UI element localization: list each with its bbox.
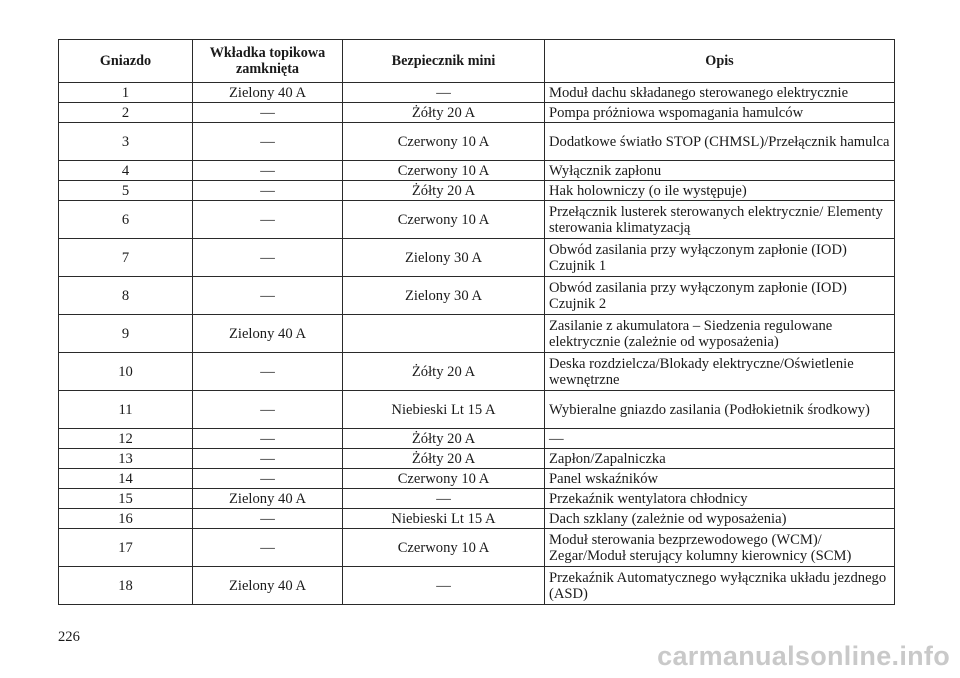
- cell-description: Przekaźnik wentylatora chłodnicy: [545, 489, 895, 509]
- cell-description: Dach szklany (zależnie od wyposażenia): [545, 509, 895, 529]
- header-mini-fuse: Bezpiecznik mini: [343, 40, 545, 83]
- cell-cartridge-fuse: —: [193, 469, 343, 489]
- cell-description: Zapłon/Zapalniczka: [545, 449, 895, 469]
- cell-mini-fuse: Żółty 20 A: [343, 181, 545, 201]
- cell-mini-fuse: Żółty 20 A: [343, 449, 545, 469]
- cell-description: Panel wskaźników: [545, 469, 895, 489]
- cell-socket: 12: [59, 429, 193, 449]
- header-description: Opis: [545, 40, 895, 83]
- cell-cartridge-fuse: —: [193, 529, 343, 567]
- table-row: [59, 509, 895, 529]
- table-row: [59, 83, 895, 103]
- cell-socket: 6: [59, 201, 193, 239]
- cell-description: Przełącznik lusterek sterowanych elektrycznie/ Elementy sterowania klimatyzacją: [545, 201, 895, 239]
- cell-cartridge-fuse: —: [193, 391, 343, 429]
- cell-socket: 17: [59, 529, 193, 567]
- header-cartridge-fuse: Wkładka topikowa zamknięta: [193, 40, 343, 83]
- watermark: carmanualsonline.info: [657, 641, 950, 671]
- table-row: [59, 123, 895, 161]
- cell-cartridge-fuse: —: [193, 181, 343, 201]
- table-row: [59, 489, 895, 509]
- table-row: [59, 315, 895, 353]
- cell-mini-fuse: —: [343, 489, 545, 509]
- cell-mini-fuse: Czerwony 10 A: [343, 529, 545, 567]
- cell-cartridge-fuse: —: [193, 161, 343, 181]
- cell-description: Deska rozdzielcza/Blokady elektryczne/Oświetlenie wewnętrzne: [545, 353, 895, 391]
- table-row: [59, 529, 895, 567]
- cell-socket: 5: [59, 181, 193, 201]
- cell-socket: 2: [59, 103, 193, 123]
- cell-mini-fuse: Żółty 20 A: [343, 429, 545, 449]
- cell-socket: 11: [59, 391, 193, 429]
- cell-description: Obwód zasilania przy wyłączonym zapłonie (IOD) Czujnik 2: [545, 277, 895, 315]
- cell-mini-fuse: Czerwony 10 A: [343, 201, 545, 239]
- cell-mini-fuse: [343, 315, 545, 353]
- table-row: [59, 353, 895, 391]
- cell-socket: 13: [59, 449, 193, 469]
- cell-cartridge-fuse: —: [193, 103, 343, 123]
- cell-cartridge-fuse: Zielony 40 A: [193, 83, 343, 103]
- table-row: [59, 449, 895, 469]
- cell-cartridge-fuse: Zielony 40 A: [193, 315, 343, 353]
- cell-cartridge-fuse: Zielony 40 A: [193, 567, 343, 605]
- table-row: [59, 103, 895, 123]
- cell-socket: 1: [59, 83, 193, 103]
- table-row: [59, 567, 895, 605]
- fuse-table: [58, 39, 895, 605]
- cell-cartridge-fuse: —: [193, 509, 343, 529]
- table-row: [59, 181, 895, 201]
- cell-description: Obwód zasilania przy wyłączonym zapłonie (IOD) Czujnik 1: [545, 239, 895, 277]
- cell-mini-fuse: Żółty 20 A: [343, 353, 545, 391]
- cell-mini-fuse: —: [343, 83, 545, 103]
- cell-description: Moduł sterowania bezprzewodowego (WCM)/ Zegar/Moduł sterujący kolumny kierownicy (SCM): [545, 529, 895, 567]
- table-row: [59, 239, 895, 277]
- cell-cartridge-fuse: —: [193, 277, 343, 315]
- table-row: [59, 391, 895, 429]
- cell-cartridge-fuse: —: [193, 429, 343, 449]
- cell-socket: 8: [59, 277, 193, 315]
- table-row: [59, 201, 895, 239]
- cell-description: Pompa próżniowa wspomagania hamulców: [545, 103, 895, 123]
- table-header-row: [59, 40, 895, 83]
- cell-mini-fuse: Niebieski Lt 15 A: [343, 391, 545, 429]
- table-row: [59, 429, 895, 449]
- cell-mini-fuse: Czerwony 10 A: [343, 123, 545, 161]
- cell-cartridge-fuse: —: [193, 201, 343, 239]
- cell-description: Zasilanie z akumulatora – Siedzenia regulowane elektrycznie (zależnie od wyposażenia): [545, 315, 895, 353]
- cell-socket: 4: [59, 161, 193, 181]
- cell-socket: 16: [59, 509, 193, 529]
- cell-description: Wybieralne gniazdo zasilania (Podłokietnik środkowy): [545, 391, 895, 429]
- cell-mini-fuse: —: [343, 567, 545, 605]
- cell-cartridge-fuse: Zielony 40 A: [193, 489, 343, 509]
- cell-mini-fuse: Czerwony 10 A: [343, 161, 545, 181]
- cell-socket: 10: [59, 353, 193, 391]
- table-body: [59, 83, 895, 605]
- cell-description: Wyłącznik zapłonu: [545, 161, 895, 181]
- cell-cartridge-fuse: —: [193, 353, 343, 391]
- cell-description: —: [545, 429, 895, 449]
- cell-mini-fuse: Zielony 30 A: [343, 239, 545, 277]
- cell-mini-fuse: Zielony 30 A: [343, 277, 545, 315]
- cell-socket: 14: [59, 469, 193, 489]
- cell-socket: 18: [59, 567, 193, 605]
- cell-description: Przekaźnik Automatycznego wyłącznika układu jezdnego (ASD): [545, 567, 895, 605]
- cell-description: Dodatkowe światło STOP (CHMSL)/Przełącznik hamulca: [545, 123, 895, 161]
- page-number: 226: [58, 629, 80, 645]
- cell-description: Hak holowniczy (o ile występuje): [545, 181, 895, 201]
- cell-cartridge-fuse: —: [193, 123, 343, 161]
- table-row: [59, 161, 895, 181]
- table-row: [59, 277, 895, 315]
- header-socket: Gniazdo: [59, 40, 193, 83]
- cell-description: Moduł dachu składanego sterowanego elektrycznie: [545, 83, 895, 103]
- cell-socket: 15: [59, 489, 193, 509]
- cell-mini-fuse: Czerwony 10 A: [343, 469, 545, 489]
- cell-socket: 3: [59, 123, 193, 161]
- cell-cartridge-fuse: —: [193, 449, 343, 469]
- cell-mini-fuse: Żółty 20 A: [343, 103, 545, 123]
- cell-mini-fuse: Niebieski Lt 15 A: [343, 509, 545, 529]
- cell-socket: 9: [59, 315, 193, 353]
- cell-socket: 7: [59, 239, 193, 277]
- table-row: [59, 469, 895, 489]
- cell-cartridge-fuse: —: [193, 239, 343, 277]
